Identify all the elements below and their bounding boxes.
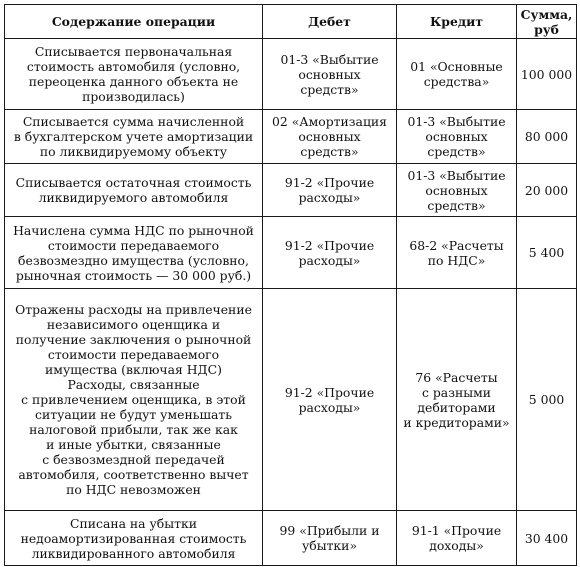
cell-debit: 91-2 «Прочие расходы» — [263, 289, 397, 511]
header-operation: Содержание операции — [5, 5, 263, 39]
table-row — [5, 39, 577, 110]
cell-operation: Отражены расходы на привлечение независимого оценщика и получение заключения о рыночной стоимости передаваемого имущества (включая НДС) Расходы, связанные с привлечением оценщика, в этой ситуации не будут уменьшать налоговой прибыли, так же как и иные убытки, связанные с безвозмездной передачей автомобиля, соответственно вычет по НДС невозможен — [5, 289, 263, 511]
table-row — [5, 511, 577, 566]
table-row — [5, 289, 577, 511]
table-row — [5, 217, 577, 289]
cell-credit: 76 «Расчеты с разными дебиторами и кредиторами» — [397, 289, 517, 511]
header-credit: Кредит — [397, 5, 517, 39]
cell-credit: 01 «Основные средства» — [397, 39, 517, 110]
cell-amount: 100 000 — [517, 39, 577, 110]
cell-debit: 91-2 «Прочие расходы» — [263, 217, 397, 289]
cell-credit: 01-3 «Выбытие основных средств» — [397, 110, 517, 164]
cell-amount: 30 400 — [517, 511, 577, 566]
cell-amount: 5 400 — [517, 217, 577, 289]
cell-debit: 01-3 «Выбытие основных средств» — [263, 39, 397, 110]
cell-operation: Списывается первоначальная стоимость автомобиля (условно, переоценка данного объекта не производилась) — [5, 39, 263, 110]
table-row — [5, 110, 577, 164]
cell-operation: Списывается сумма начисленной в бухгалтерском учете амортизации по ликвидируемому объекту — [5, 110, 263, 164]
cell-amount: 80 000 — [517, 110, 577, 164]
cell-operation: Списана на убытки недоамортизированная стоимость ликвидированного автомобиля — [5, 511, 263, 566]
cell-debit: 02 «Амортизация основных средств» — [263, 110, 397, 164]
cell-credit: 01-3 «Выбытие основных средств» — [397, 164, 517, 217]
table-row — [5, 164, 577, 217]
cell-debit: 99 «Прибыли и убытки» — [263, 511, 397, 566]
accounting-entries-table — [4, 4, 577, 566]
cell-amount: 5 000 — [517, 289, 577, 511]
cell-debit: 91-2 «Прочие расходы» — [263, 164, 397, 217]
header-debit: Дебет — [263, 5, 397, 39]
table-header-row — [5, 5, 577, 39]
cell-credit: 91-1 «Прочие доходы» — [397, 511, 517, 566]
cell-operation: Начислена сумма НДС по рыночной стоимости передаваемого безвозмездно имущества (условно, рыночная стоимость — 30 000 руб.) — [5, 217, 263, 289]
cell-operation: Списывается остаточная стоимость ликвидируемого автомобиля — [5, 164, 263, 217]
cell-amount: 20 000 — [517, 164, 577, 217]
cell-credit: 68-2 «Расчеты по НДС» — [397, 217, 517, 289]
header-amount: Сумма, руб — [517, 5, 577, 39]
